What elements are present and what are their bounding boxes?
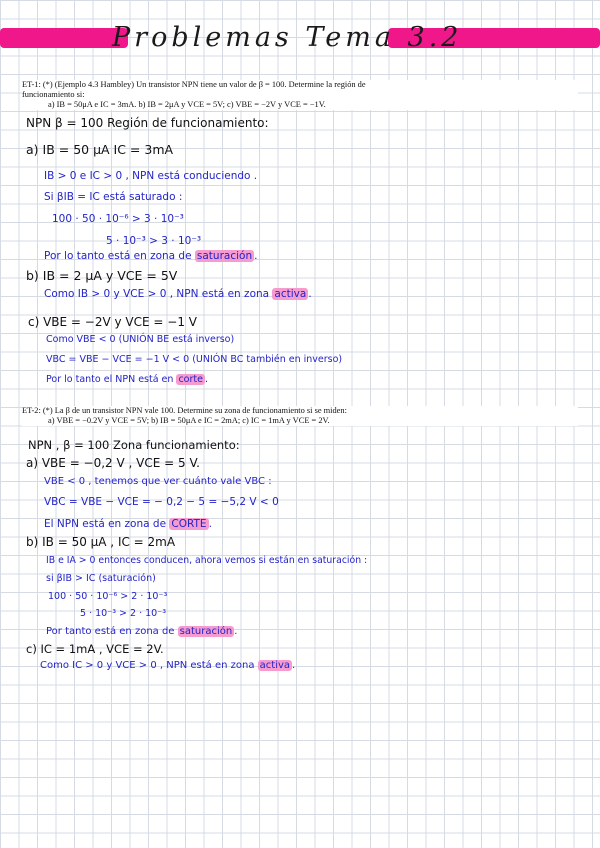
p1-part-b: b) IB = 2 μA y VCE = 5V	[26, 268, 178, 283]
p1-a-line4: 5 · 10⁻³ > 3 · 10⁻³	[106, 235, 202, 247]
p2-header-line: NPN , β = 100 Zona funcionamiento:	[28, 438, 240, 452]
p1-a-line2: Si βIB = IC está saturado :	[44, 191, 183, 203]
p1-part-a: a) IB = 50 μA IC = 3mA	[26, 142, 174, 157]
p1-c-highlight-corte: corte	[178, 374, 203, 385]
p1-a-conclusion-text: Por lo tanto está en zona de	[44, 250, 195, 262]
p2-b-line4: 5 · 10⁻³ > 2 · 10⁻³	[80, 608, 167, 619]
p1-c-conclusion-text: Por lo tanto el NPN está en	[46, 374, 177, 385]
p1-c-line2: VBC = VBE − VCE = −1 V < 0 (UNIÓN BC también en inverso)	[46, 354, 343, 365]
p2-c-highlight-activa: activa	[259, 660, 291, 671]
p1-a-line1: IB > 0 e IC > 0 , NPN está conduciendo .	[44, 170, 258, 182]
problem2-statement-line: ET-2: (*) La β de un transistor NPN vale 100. Determine su zona de funcionamiento si se miden:	[22, 406, 347, 415]
problem1-statement-line: funcionamiento si:	[22, 90, 85, 99]
problem2-statement	[22, 406, 578, 426]
p2-c-conclusion-text: Como IC > 0 y VCE > 0 , NPN está en zona	[40, 660, 258, 671]
p2-a-conclusion: El NPN está en zona de CORTE .	[44, 518, 212, 530]
page-title: Problemas Tema 3.2	[112, 22, 463, 53]
p1-c-line1: Como VBE < 0 (UNIÓN BE está inverso)	[46, 334, 235, 345]
p1-b-highlight-activa: activa	[274, 288, 307, 300]
problem1-statement	[22, 80, 578, 110]
p1-header-line: NPN β = 100 Región de funcionamiento:	[26, 116, 269, 130]
p1-a-line3: 100 · 50 · 10⁻⁶ > 3 · 10⁻³	[52, 213, 184, 225]
problem1-conditions: a) IB = 50μA e IC = 3mA. b) IB = 2μA y VCE = 5V; c) VBE = −2V y VCE = −1V.	[48, 100, 326, 109]
p2-a-line1: VBE < 0 , tenemos que ver cuánto vale VBC :	[44, 476, 272, 487]
p1-a-highlight-saturacion: saturación	[196, 250, 253, 262]
p1-part-c: c) VBE = −2V y VCE = −1 V	[28, 315, 197, 329]
header-accent-bar-left	[0, 28, 128, 48]
p2-a-line2: VBC = VBE − VCE = − 0,2 − 5 = −5,2 V < 0	[44, 496, 279, 508]
p2-a-highlight-corte: CORTE	[171, 518, 207, 530]
p2-part-b: b) IB = 50 μA , IC = 2mA	[26, 535, 176, 549]
p2-b-line2: si βIB > IC (saturación)	[46, 573, 156, 584]
p1-a-conclusion: Por lo tanto está en zona de saturación .	[44, 250, 258, 262]
p1-b-conclusion-text: Como IB > 0 y VCE > 0 , NPN está en zona	[44, 288, 273, 300]
problem1-statement-line: ET-1: (*) (Ejemplo 4.3 Hambley) Un transistor NPN tiene un valor de β = 100. Determine la región de	[22, 80, 366, 89]
p2-part-a: a) VBE = −0,2 V , VCE = 5 V.	[26, 456, 200, 470]
p2-a-conclusion-text: El NPN está en zona de	[44, 518, 170, 530]
p2-part-c: c) IC = 1mA , VCE = 2V.	[26, 642, 164, 656]
problem2-conditions: a) VBE = −0.2V y VCE = 5V; b) IB = 50μA e IC = 2mA; c) IC = 1mA y VCE = 2V.	[48, 416, 330, 425]
p2-b-highlight-saturacion: saturación	[179, 626, 233, 637]
p2-b-conclusion-text: Por tanto está en zona de	[46, 626, 178, 637]
p2-b-line1: IB e IA > 0 entonces conducen, ahora vemos si están en saturación :	[46, 555, 368, 566]
p2-b-line3: 100 · 50 · 10⁻⁶ > 2 · 10⁻³	[48, 591, 168, 602]
p1-c-conclusion: Por lo tanto el NPN está en corte .	[46, 374, 208, 385]
p2-b-conclusion: Por tanto está en zona de saturación .	[46, 626, 238, 637]
p1-b-conclusion: Como IB > 0 y VCE > 0 , NPN está en zona activa .	[44, 288, 312, 300]
p2-c-conclusion: Como IC > 0 y VCE > 0 , NPN está en zona activa .	[40, 660, 296, 671]
